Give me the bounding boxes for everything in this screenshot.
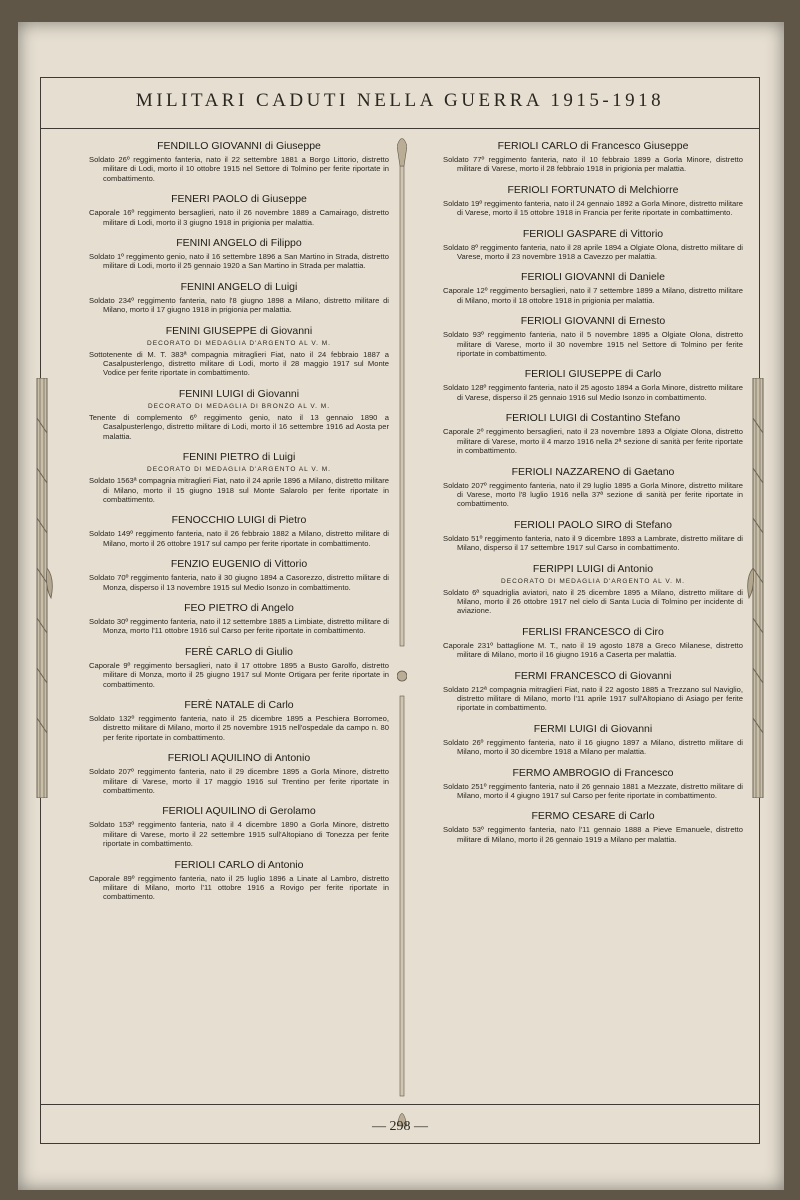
entry [89, 558, 389, 592]
entry-name: FERLISI FRANCESCO di Ciro [522, 625, 664, 638]
entry-text: Soldato 1º reggimento genio, nato il 16 settembre 1896 a San Martino in Strada, distretto militare di Lodi, morto il 25 gennaio 1920 a San Martino in Strada per malattia. [89, 252, 389, 271]
entry [443, 810, 743, 844]
entry-text: Soldato 128º reggimento fanteria, nato il 25 agosto 1894 a Gorla Minore, distretto militare di Varese, disperso il 25 gennaio 1916 sul Medio Isonzo in combattimento. [443, 383, 743, 402]
entry-name: FENINI ANGELO di Filippo [176, 237, 302, 250]
entry-name: FENINI PIETRO di Luigi [182, 451, 296, 464]
left-column [89, 140, 389, 912]
entry [89, 752, 389, 795]
entry [89, 237, 389, 271]
entry [443, 723, 743, 757]
entry-medal: DECORATO DI MEDAGLIA D'ARGENTO AL V. M. [501, 577, 685, 585]
entry-text: Caporale 2º reggimento bersaglieri, nato il 23 novembre 1893 a Olgiate Olona, distretto militare di Varese, morto il 4 marzo 1916 nella 2ª sezione di sanità per ferite riportate in combattimento. [443, 427, 743, 456]
entry-text: Soldato 1563ª compagnia mitraglieri Fiat, nato il 24 aprile 1896 a Milano, distretto militare di Milano, morto il 15 giugno 1918 sul Monte Salarolo per ferite riportate in combattimento. [89, 476, 389, 504]
column-divider-staff [397, 136, 407, 1136]
entry [89, 193, 389, 227]
left-fasces-ornament [29, 378, 55, 798]
entry-text: Caporale 16º reggimento bersaglieri, nato il 26 novembre 1889 a Camairago, distretto militare di Lodi, morto il 3 giugno 1918 in prigionia per malattia. [89, 208, 389, 227]
entry-name: FERIOLI GASPARE di Vittorio [522, 227, 664, 240]
entry-name: FERÈ CARLO di Giulio [185, 645, 293, 658]
entry-name: FERMO CESARE di Carlo [531, 810, 655, 823]
entry-text: Soldato 19º reggimento fanteria, nato il 24 gennaio 1892 a Gorla Minore, distretto militare di Varese, morto il 15 ottobre 1918 in Francia per ferite riportate in combattimento. [443, 198, 743, 218]
entry [89, 805, 389, 848]
entry [89, 646, 389, 689]
entry-name: FENINI ANGELO di Luigi [180, 280, 298, 293]
entry-text: Soldato 93º reggimento fanteria, nato il 5 novembre 1895 a Olgiate Olona, distretto militare di Varese, morto il 30 novembre 1915 nel Settore di Tolmino per ferite riportate in combattimento. [443, 330, 743, 359]
entry-text: Caporale 12º reggimento bersaglieri, nato il 7 settembre 1899 a Milano, distretto militare di Milano, morto il 18 ottobre 1918 in prigionia per malattia. [443, 286, 743, 305]
entry-name: FENERI PAOLO di Giuseppe [171, 193, 307, 206]
entry [443, 670, 743, 713]
entry-name: FERIOLI NAZZARENO di Gaetano [511, 465, 675, 478]
footer-rule [41, 1104, 759, 1105]
entry-text: Soldato 77º reggimento fanteria, nato il 10 febbraio 1899 a Gorla Minore, distretto militare di Varese, morto il 28 febbraio 1918 in prigionia per malattia. [443, 155, 743, 174]
entry-text: Soldato 70º reggimento fanteria, nato il 30 giugno 1894 a Casorezzo, distretto militare di Monza, disperso il 13 novembre 1915 sul Medio Isonzo in combattimento. [89, 573, 389, 592]
entry-name: FENDILLO GIOVANNI di Giuseppe [157, 140, 321, 152]
entry-text: Tenente di complemento 6º reggimento genio, nato il 13 gennaio 1890 a Casalpusterlengo, distretto militare di Lodi, morto il 16 settembre 1916 ad Aosta per malattia. [89, 412, 389, 441]
entry-name: FENOCCHIO LUIGI di Pietro [171, 514, 307, 527]
entry [443, 519, 743, 553]
entry-name: FERIOLI FORTUNATO di Melchiorre [507, 183, 679, 196]
entry-text: Sottotenente di M. T. 383ª compagnia mitraglieri Fiat, nato il 24 febbraio 1887 a Casalpusterlengo, distretto militare di Lodi, morto il 28 maggio 1917 sul Monte Vodice per ferite riportate in combattimento. [89, 349, 389, 378]
entry [443, 271, 743, 305]
entry-name: FERIOLI GIOVANNI di Daniele [521, 271, 665, 284]
entry-text: Soldato 30º reggimento fanteria, nato il 12 settembre 1885 a Limbiate, distretto militare di Monza, morto l'11 ottobre 1916 sul Carso per ferite riportate in combattimento. [89, 616, 389, 636]
entry-medal: DECORATO DI MEDAGLIA DI BRONZO AL V. M. [147, 402, 331, 410]
entry-name: FERIPPI LUIGI di Antonio [532, 562, 654, 575]
entry-text: Soldato 8º reggimento fanteria, nato il 28 aprile 1894 a Olgiate Olona, distretto militare di Varese, morto il 23 novembre 1918 a Cavezzo per malattia. [443, 242, 743, 262]
entry [443, 228, 743, 262]
entry-name: FERMI LUIGI di Giovanni [533, 722, 653, 735]
entry-name: FERIOLI GIUSEPPE di Carlo [524, 368, 662, 381]
entry [89, 602, 389, 636]
entry-name: FERIOLI CARLO di Francesco Giuseppe [497, 140, 689, 152]
entry-text: Soldato 26º reggimento fanteria, nato il 22 settembre 1881 a Borgo Littorio, distretto militare di Lodi, morto il 10 ottobre 1915 nel Settore di Tolmino per ferite riportate in combattimento. [89, 155, 389, 183]
entry [89, 514, 389, 548]
entry-name: FERIOLI PAOLO SIRO di Stefano [514, 518, 672, 531]
entry-name: FERMO AMBROGIO di Francesco [512, 766, 674, 779]
entry [443, 626, 743, 660]
entry-name: FERIOLI CARLO di Antonio [174, 858, 304, 871]
entry-name: FERÈ NATALE di Carlo [184, 698, 294, 711]
entry [443, 563, 743, 616]
entry-medal: DECORATO DI MEDAGLIA D'ARGENTO AL V. M. [147, 339, 331, 347]
entry [443, 466, 743, 509]
entry [443, 140, 743, 174]
entry-text: Soldato 149º reggimento fanteria, nato il 26 febbraio 1882 a Milano, distretto militare di Milano, morto il 26 ottobre 1917 sul campo per ferite riportate in combattimento. [89, 529, 389, 548]
entry-text: Soldato 234º reggimento fanteria, nato l'8 giugno 1898 a Milano, distretto militare di Milano, morto il 17 giugno 1918 in prigionia per malattia. [89, 295, 389, 315]
entry-name: FENZIO EUGENIO di Vittorio [170, 558, 308, 571]
entry-text: Soldato 207º reggimento fanteria, nato il 29 luglio 1895 a Gorla Minore, distretto militare di Varese, morto l'8 luglio 1916 nella 37ª sezione di sanità per ferite riportate in combattimento. [443, 480, 743, 509]
entry-text: Caporale 9º reggimento bersaglieri, nato il 17 ottobre 1895 a Busto Garolfo, distretto militare di Monza, morto il 25 giugno 1917 sul Monte Ortigara per ferite riportate in combattimento. [89, 660, 389, 689]
header-rule [41, 128, 759, 129]
entry-name: FENINI GIUSEPPE di Giovanni [165, 324, 313, 337]
entry-text: Caporale 89º reggimento fanteria, nato il 25 luglio 1896 a Linate al Lambro, distretto militare di Milano, morto l'11 ottobre 1916 a Rovigo per ferite riportate in combattimento. [89, 873, 389, 902]
right-column [443, 140, 743, 854]
entry-text: Soldato 153º reggimento fanteria, nato il 4 dicembre 1890 a Gorla Minore, distretto militare di Varese, morto il 22 settembre 1915 sull'Altopiano di Tonezza per ferite riportate in combattimento. [89, 820, 389, 849]
entry [89, 859, 389, 902]
right-fasces-ornament [745, 378, 771, 798]
entry [443, 368, 743, 402]
entry-name: FERIOLI GIOVANNI di Ernesto [520, 315, 666, 328]
entry-medal: DECORATO DI MEDAGLIA D'ARGENTO AL V. M. [147, 466, 331, 474]
entry [443, 767, 743, 801]
entry-text: Soldato 53º reggimento fanteria, nato l'11 gennaio 1888 a Pieve Emanuele, distretto militare di Milano, morto il 26 gennaio 1919 a Milano per malattia. [443, 825, 743, 844]
entry [89, 451, 389, 504]
entry-name: FERIOLI LUIGI di Costantino Stefano [505, 412, 681, 425]
page-sheet [18, 22, 784, 1190]
entry [443, 184, 743, 218]
entry [443, 315, 743, 358]
entry [89, 325, 389, 378]
entry-text: Soldato 6ª squadriglia aviatori, nato il 25 dicembre 1895 a Milano, distretto militare di Milano, morto il 26 ottobre 1917 nel cielo di Santa Lucia di Tolmino per incidente di aviazione. [443, 587, 743, 616]
entry-text: Soldato 251º reggimento fanteria, nato il 26 gennaio 1881 a Mezzate, distretto militare di Milano, morto il 4 giugno 1917 sul Carso per ferite riportate in combattimento. [443, 781, 743, 800]
entry-text: Soldato 51º reggimento fanteria, nato il 9 dicembre 1893 a Lambrate, distretto militare di Milano, disperso il 17 settembre 1917 sul Carso in combattimento. [443, 533, 743, 553]
entry [89, 281, 389, 315]
entry-name: FERIOLI AQUILINO di Gerolamo [162, 805, 316, 818]
entry-text: Soldato 207º reggimento fanteria, nato il 29 dicembre 1895 a Gorla Minore, distretto militare di Varese, morto il 17 maggio 1916 sul Trentino per ferite riportate in combattimento. [89, 767, 389, 795]
entry-name: FERMI FRANCESCO di Giovanni [514, 669, 672, 682]
entry-name: FEO PIETRO di Angelo [184, 601, 294, 614]
page-frame [40, 77, 760, 1144]
page-title: MILITARI CADUTI NELLA GUERRA 1915-1918 [135, 90, 665, 111]
entry-text: Soldato 132º reggimento fanteria, nato il 25 dicembre 1895 a Peschiera Borromeo, distretto militare di Milano, morto il 25 novembre 1915 nell'ospedale da campo n. 80 per ferite riportate in combattimento. [89, 713, 389, 742]
entry [443, 412, 743, 455]
entry [89, 388, 389, 441]
entry-text: Caporale 231º battaglione M. T., nato il 19 agosto 1878 a Greco Milanese, distretto militare di Milano, morto il 16 giugno 1916 a Caserta per malattia. [443, 640, 743, 660]
entry [89, 699, 389, 742]
entry-text: Soldato 26º reggimento fanteria, nato il 16 giugno 1897 a Milano, distretto militare di Milano, morto il 30 dicembre 1918 a Milano per malattia. [443, 737, 743, 757]
page-number: — 298 — [372, 1119, 428, 1134]
entry [89, 140, 389, 183]
entry-name: FENINI LUIGI di Giovanni [178, 387, 300, 400]
entry-name: FERIOLI AQUILINO di Antonio [167, 752, 311, 765]
entry-text: Soldato 212ª compagnia mitraglieri Fiat, nato il 22 agosto 1885 a Trezzano sul Naviglio, distretto militare di Milano, morto l'11 aprile 1917 sull'Altopiano di Asiago per ferite riportate in combattimento. [443, 684, 743, 713]
